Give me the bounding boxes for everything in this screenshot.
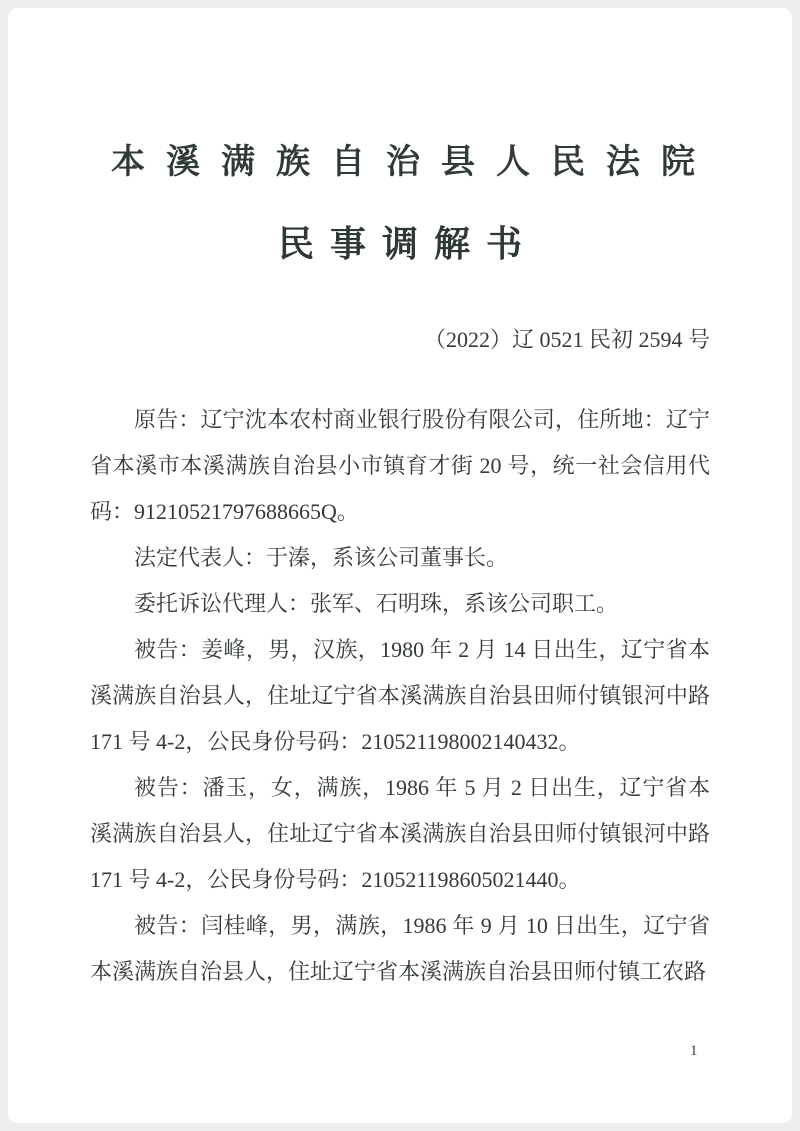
paragraph-plaintiff: 原告：辽宁沈本农村商业银行股份有限公司，住所地：辽宁省本溪市本溪满族自治县小市镇育才街 20 号，统一社会信用代码：91210521797688665Q。 — [90, 407, 710, 524]
document-body — [90, 397, 710, 995]
document-title: 民事调解书 — [277, 224, 538, 264]
paragraph-defendant-1: 被告：姜峰，男，汉族，1980 年 2 月 14 日出生，辽宁省本溪满族自治县人，住址辽宁省本溪满族自治县田师付镇银河中路 171 号 4-2，公民身份号码：210521198002140432。 — [90, 637, 710, 754]
paragraph-defendant-3: 被告：闫桂峰，男，满族，1986 年 9 月 10 日出生，辽宁省本溪满族自治县人，住址辽宁省本溪满族自治县田师付镇工农路 — [90, 913, 710, 984]
page-number: 1 — [690, 1043, 698, 1059]
case-number: （2022）辽 0521 民初 2594 号 — [423, 327, 710, 352]
paragraph-litigation-agents: 委托诉讼代理人：张军、石明珠，系该公司职工。 — [134, 591, 619, 616]
court-name-heading: 本溪满族自治县人民法院 — [111, 144, 716, 181]
paragraph-defendant-2: 被告：潘玉，女，满族，1986 年 5 月 2 日出生，辽宁省本溪满族自治县人，住址辽宁省本溪满族自治县田师付镇银河中路 171 号 4-2，公民身份号码：210521198605021440。 — [90, 775, 710, 892]
paragraph-legal-representative: 法定代表人：于溱，系该公司董事长。 — [134, 545, 509, 570]
document-page — [8, 8, 792, 1123]
document-content — [8, 8, 792, 995]
